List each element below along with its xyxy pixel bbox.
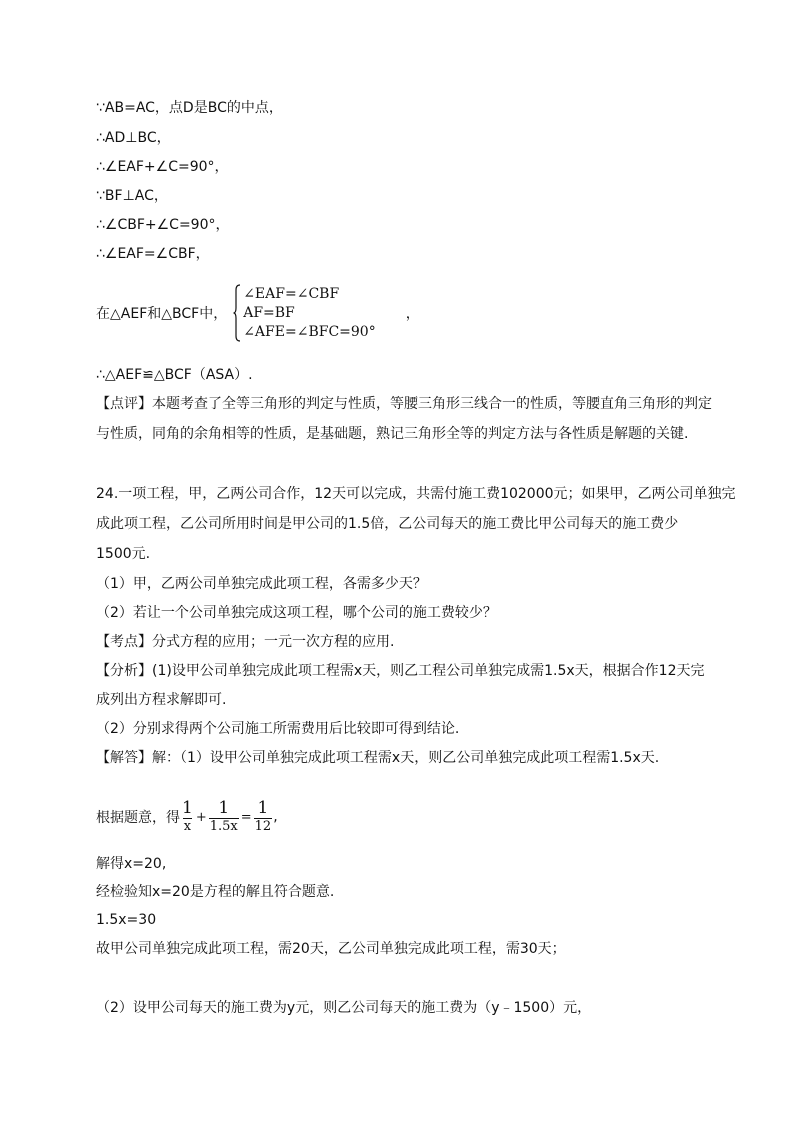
system-equation-1: ∠EAF=∠CBF [243,286,340,302]
proof-line-1: ∵AB=AC，点D是BC的中点， [96,100,283,116]
equation-tail: , [273,809,278,825]
fraction-3 [254,799,273,835]
equals-sign: = [240,809,252,825]
question-stem-line-3: 1500元. [96,546,151,562]
fraction-2 [209,799,239,835]
system-lead: 在△AEF和△BCF中， [96,306,228,322]
congruence-system [96,282,420,344]
system-tail: ， [405,306,420,322]
system-equations [243,285,376,341]
analysis-line-1: 【分析】(1)设甲公司单独完成此项工程需x天，则乙工程公司单独完成需1.5x天，根据合作12天完 [96,663,705,679]
sub-question-2: （2）若让一个公司单独完成这项工程，哪个公司的施工费较少？ [96,605,497,621]
sub-question-1: （1）甲，乙两公司单独完成此项工程，各需多少天？ [96,576,427,592]
equation-lead: 根据题意，得 [96,810,180,826]
proof-line-6: ∴∠EAF=∠CBF， [96,246,210,262]
plus-sign: + [195,809,207,825]
comment-line-1: 【点评】本题考查了全等三角形的判定与性质，等腰三角形三线合一的性质，等腰直角三角形的判定 [96,396,712,412]
solve-line-1: 解得x=20, [96,856,167,872]
comment-line-2: 与性质，同角的余角相等的性质，是基础题，熟记三角形全等的判定方法与各性质是解题的关键. [96,426,689,442]
solution-line-1: 【解答】解：（1）设甲公司单独完成此项工程需x天，则乙公司单独完成此项工程需1.5x天. [96,750,660,766]
fraction-2-numerator: 1 [218,798,230,818]
solve-line-2: 经检验知x=20是方程的解且符合题意. [96,884,335,900]
system-equation-2: AF=BF [243,305,295,321]
fraction-1-numerator: 1 [182,798,193,818]
fraction-3-denominator: 12 [254,819,272,834]
fraction-1-denominator: x [183,819,192,834]
system-equation-3: ∠AFE=∠BFC=90° [243,324,376,340]
proof-line-3: ∴∠EAF+∠C=90°， [96,159,229,175]
proof-line-4: ∵BF⊥AC， [96,188,168,204]
fraction-3-numerator: 1 [257,798,269,818]
left-brace-icon [233,284,241,342]
solve-line-4: 故甲公司单独完成此项工程，需20天，乙公司单独完成此项工程，需30天； [96,941,566,957]
fraction-1 [181,799,194,835]
analysis-line-3: （2）分别求得两个公司施工所需费用后比较即可得到结论. [96,721,460,737]
question-stem-line-1: 24.一项工程，甲，乙两公司合作，12天可以完成，共需付施工费102000元；如果甲，乙两公司单独完 [96,486,736,502]
question-stem-line-2: 成此项工程，乙公司所用时间是甲公司的1.5倍，乙公司每天的施工费比甲公司每天的施工费少 [96,516,679,532]
part2-line-1: （2）设甲公司每天的施工费为y元，则乙公司每天的施工费为（y﹣1500）元， [96,1000,592,1016]
kaodian-line: 【考点】分式方程的应用；一元一次方程的应用. [96,634,395,650]
fraction-2-denominator: 1.5x [209,819,238,834]
proof-line-2: ∴AD⊥BC， [96,130,171,146]
analysis-line-2: 成列出方程求解即可. [96,692,227,708]
proof-conclusion: ∴△AEF≌△BCF（ASA）. [96,367,253,383]
proof-line-5: ∴∠CBF+∠C=90°， [96,217,230,233]
solve-line-3: 1.5x=30 [96,912,157,928]
equation-line [96,799,278,835]
